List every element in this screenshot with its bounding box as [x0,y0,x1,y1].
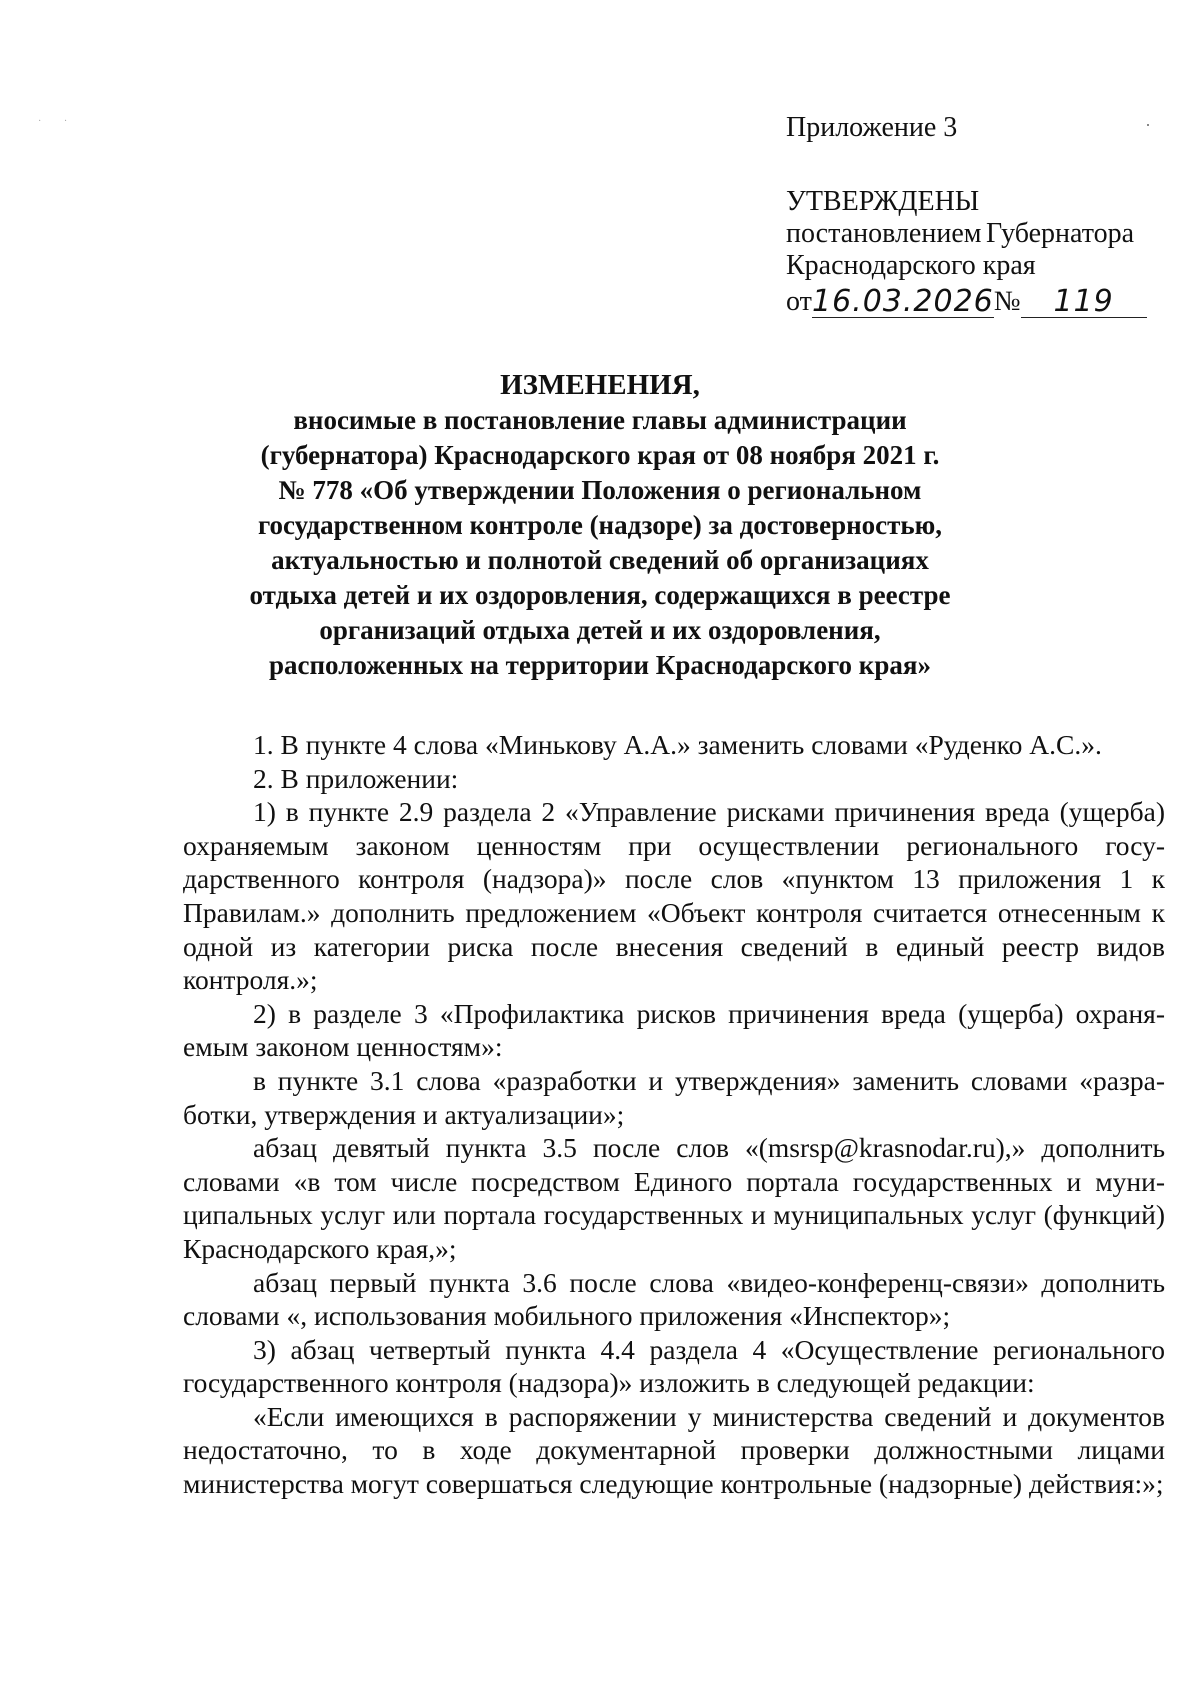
document-title [230,368,970,683]
body-paragraph: абзац первый пункта 3.6 после слова «видео-конференц-связи» дополнить словами «, использования мобильного приложения «Инспектор»; [183,1266,1165,1332]
title-line: (губернатора) Краснодарского края от 08 ноября 2021 г. [260,440,940,470]
decree-line [786,218,1134,250]
title-line: актуальностью и полнотой сведений об организациях [271,545,929,575]
title-line: государственном контроле (надзоре) за достоверностью, [257,510,943,540]
body-paragraph: в пункте 3.1 слова «разработки и утверждения» заменить словами «разработки, утверждения и актуализации»; [183,1064,1165,1130]
body-paragraph: 1. В пункте 4 слова «Минькову А.А.» заменить словами «Руденко А.С.». [253,729,1102,760]
body-paragraph: абзац девятый пункта 3.5 после слов «(msrsp@krasnodar.ru),» дополнить словами «в том числе посредством Единого портала государственных и муниципальных услуг или портала государственных и муниципальных услуг (функций) Краснодарского края,»; [183,1132,1165,1264]
handwritten-date: 16.03.2026 [811,284,994,319]
title-line: ИЗМЕНЕНИЯ, [500,369,700,401]
approval-header [786,112,1166,318]
region-label: Краснодарского края [786,250,1036,281]
body-paragraph: «Если имеющихся в распоряжении у министерства сведений и документов недостаточно, то в ходе документарной проверки должностными лицами министерства могут совершаться следующие контрольные (надзорные) действия:»; [183,1400,1165,1500]
date-number-line [786,286,1166,318]
date-prefix: от [786,286,812,317]
body-paragraph: 2. В приложении: [253,762,459,794]
approved-label: УТВЕРЖДЕНЫ [786,186,980,217]
body-paragraph: 2) в разделе 3 «Профилактика рисков причинения вреда (ущерба) охраняемым законом ценностям»: [183,997,1165,1063]
title-line: вносимые в постановление главы администрации [293,405,907,435]
decree-word: постановлением [786,218,982,249]
governor-word: Губернатора [985,218,1134,249]
number-prefix: № [993,286,1021,317]
body-paragraph: 1) в пункте 2.9 раздела 2 «Управление рисками причинения вреда (ущерба) охраняемым законом ценностям при осуществлении регионального государственного контроля (надзора)» после слов «пунктом 13 приложения 1 к Правилам.» дополнить предложением «Объект контроля считается отнесенным к одной из категории риска после внесения сведений в единый реестр видов контроля.»; [183,796,1165,996]
body-paragraph: 3) абзац четвертый пункта 4.4 раздела 4 «Осуществление регионального государственного контроля (надзора)» изложить в следующей редакции: [183,1333,1165,1399]
handwritten-number: 119 [1021,287,1147,318]
appendix-label: Приложение 3 [786,112,958,143]
title-line: отдыха детей и их оздоровления, содержащихся в реестре [249,580,951,610]
title-line: организаций отдыха детей и их оздоровления, [319,615,881,645]
scan-specks: · · [38,116,78,127]
document-body [183,728,1165,1501]
title-line: № 778 «Об утверждении Положения о региональном [278,475,922,505]
title-line: расположенных на территории Краснодарского края» [269,650,931,680]
